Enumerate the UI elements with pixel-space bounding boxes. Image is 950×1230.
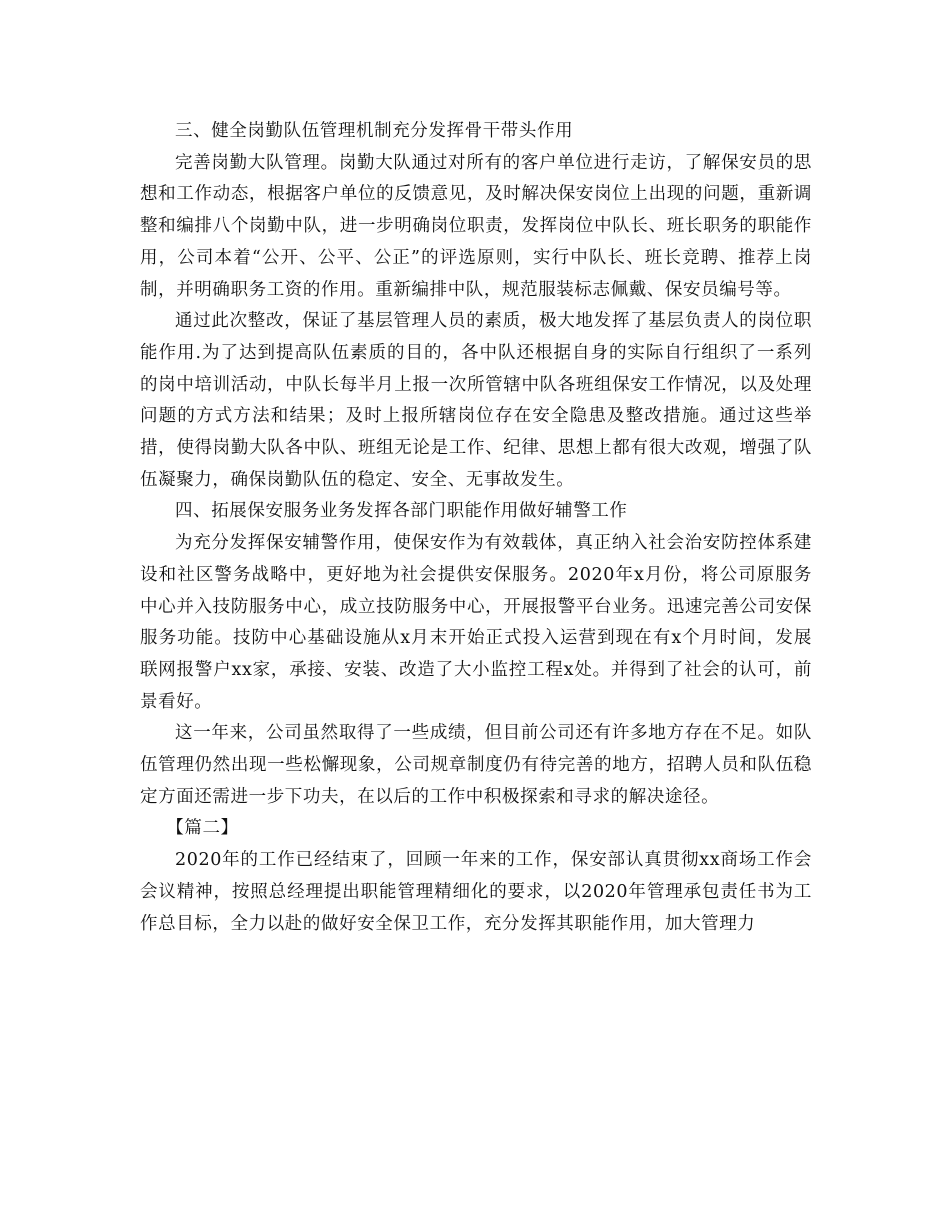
section-heading-3: 三、健全岗勤队伍管理机制充分发挥骨干带头作用 [175,121,574,141]
part-two-marker: 【篇二】 [166,818,239,839]
document-body [140,116,812,940]
paragraph-rectification-results: 通过此次整改，保证了基层管理人员的素质，极大地发挥了基层负责人的岗位职能作用.为了达到提高队伍素质的目的，各中队还根据自身的实际自行组织了一系列的岗中培训活动，中队长每半月上报一次所管辖中队各班组保安工作情况，以及处理问题的方式方法和结果；及时上报所辖岗位存在安全隐患及整改措施。通过这些举措，使得岗勤大队各中队、班组无论是工作、纪律、思想上都有很大改观，增强了队伍凝聚力，确保岗勤队伍的稳定、安全、无事故发生。 [140,311,812,490]
section-heading-4: 四、拓展保安服务业务发挥各部门职能作用做好辅警工作 [175,501,628,522]
paragraph-auxiliary-police: 为充分发挥保安辅警作用，使保安作为有效载体，真正纳入社会治安防控体系建设和社区警务战略中，更好地为社会提供安保服务。2020年x月份，将公司原服务中心并入技防服务中心，成立技防服务中心，开展报警平台业务。迅速完善公司安保服务功能。技防中心基础设施从x月末开始正式投入运营到现在有x个月时间，发展联网报警户xx家，承接、安装、改造了大小监控工程x处。并得到了社会的认可，前景看好。 [140,533,812,712]
paragraph-shortcomings: 这一年来，公司虽然取得了一些成绩，但目前公司还有许多地方存在不足。如队伍管理仍然出现一些松懈现象，公司规章制度仍有待完善的地方，招聘人员和队伍稳定方面还需进一步下功夫，在以后的工作中积极探索和寻求的解决途径。 [140,723,812,807]
paragraph-guard-brigade-management: 完善岗勤大队管理。岗勤大队通过对所有的客户单位进行走访，了解保安员的思想和工作动态，根据客户单位的反馈意见，及时解决保安岗位上出现的问题，重新调整和编排八个岗勤中队，进一步明确岗位职责，发挥岗位中队长、班长职务的职能作用，公司本着“公开、公平、公正”的评选原则，实行中队长、班长竞聘、推荐上岗制，并明确职务工资的作用。重新编排中队，规范服装标志佩戴、保安员编号等。 [140,152,812,300]
paragraph-2020-review: 2020年的工作已经结束了，回顾一年来的工作，保安部认真贯彻xx商场工作会会议精神，按照总经理提出职能管理精细化的要求，以2020年管理承包责任书为工作总目标，全力以赴的做好安全保卫工作，充分发挥其职能作用，加大管理力 [140,850,812,934]
